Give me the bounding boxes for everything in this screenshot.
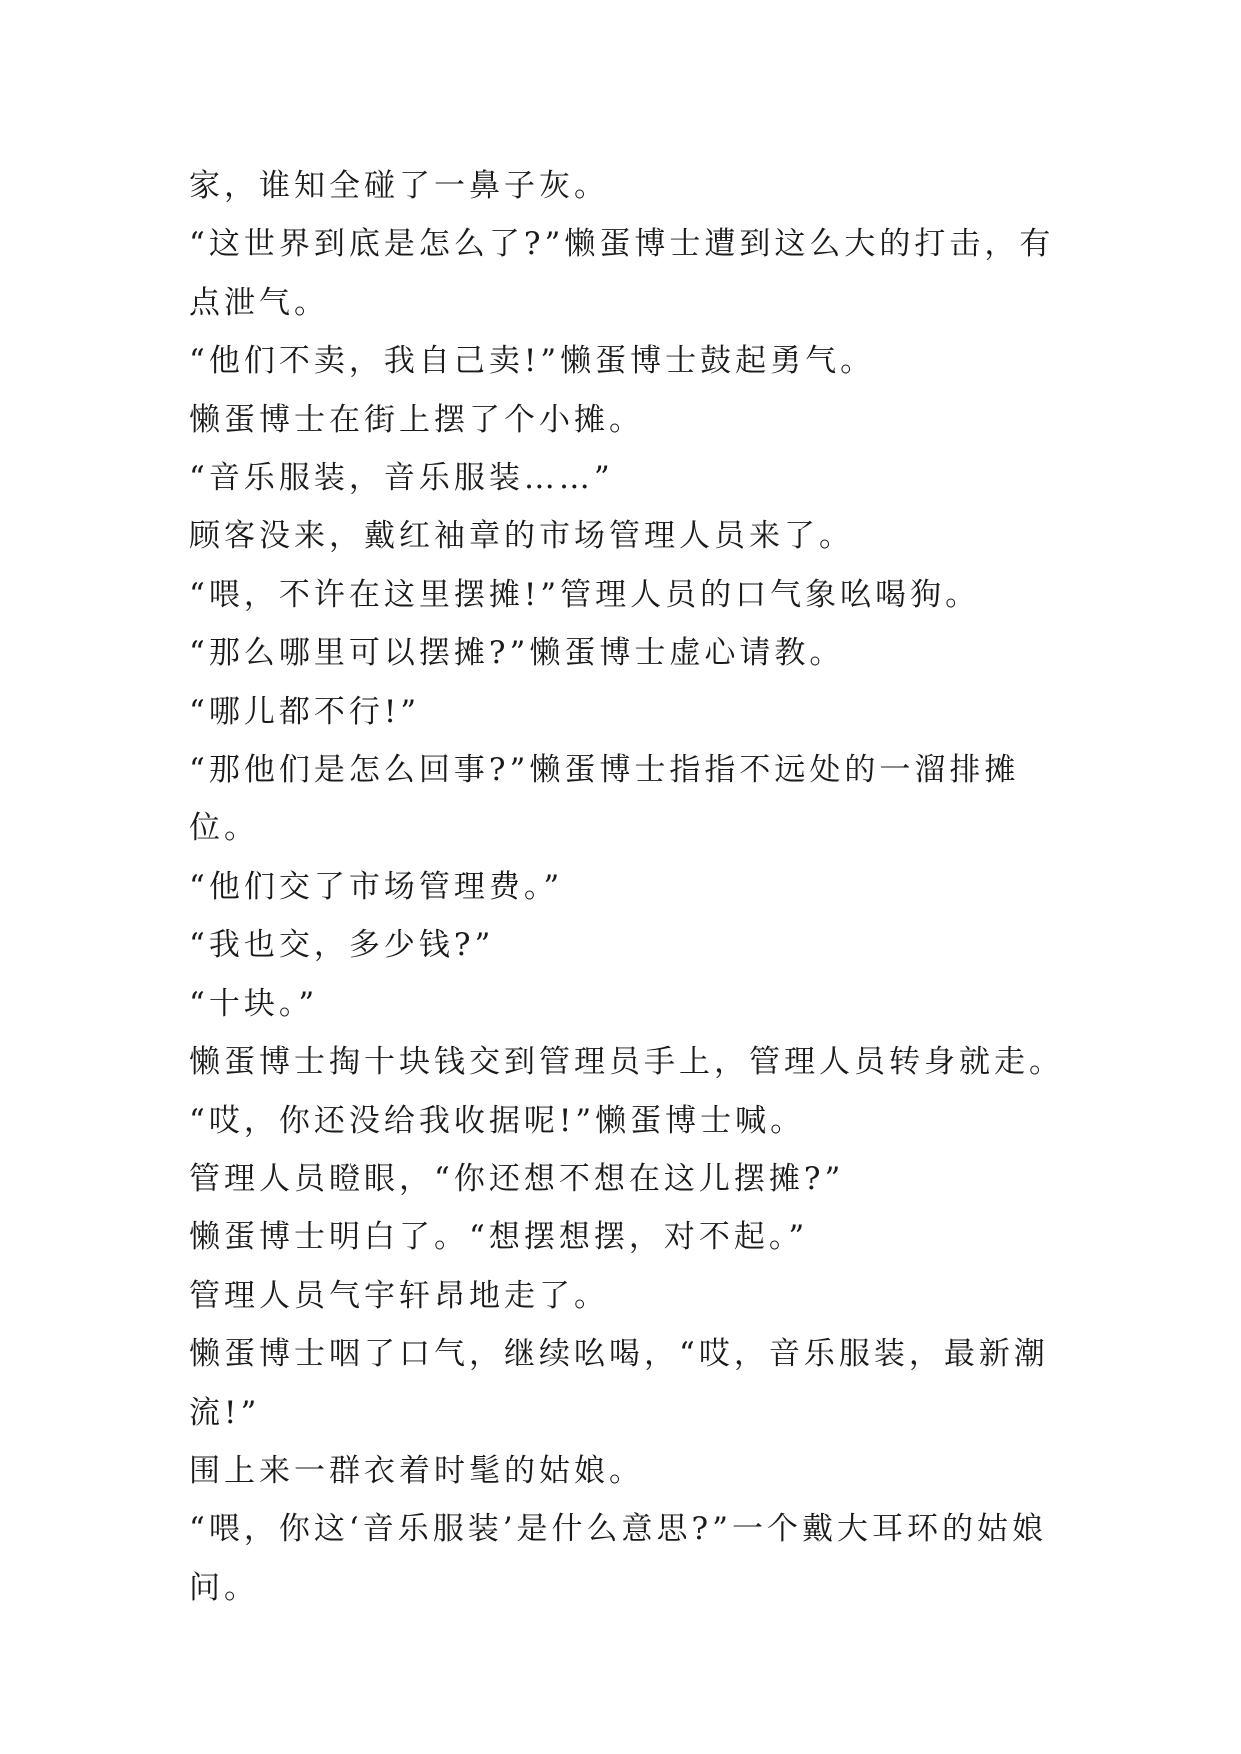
paragraph: 懒蛋博士咽了口气，继续吆喝，“哎，音乐服装，最新潮流!” [189, 1336, 1049, 1431]
paragraph: 家，谁知全碰了一鼻子灰。 [189, 168, 609, 204]
paragraph: “那他们是怎么回事?”懒蛋博士指指不远处的一溜排摊位。 [189, 752, 1020, 847]
paragraph: “哎，你还没给我收据呢!”懒蛋博士喊。 [189, 1102, 806, 1139]
paragraph: “他们交了市场管理费。” [189, 868, 564, 905]
paragraph: 管理人员气宇轩昂地走了。 [189, 1277, 609, 1314]
paragraph: “哪儿都不行!” [189, 693, 421, 730]
paragraph: 懒蛋博士明白了。“想摆想摆，对不起。” [189, 1219, 809, 1256]
paragraph: 懒蛋博士掏十块钱交到管理员手上，管理人员转身就走。 [189, 1044, 1064, 1081]
paragraph: “我也交，多少钱?” [189, 927, 495, 964]
paragraph: “喂，不许在这里摆摊!”管理人员的口气象吆喝狗。 [189, 576, 981, 613]
paragraph: 懒蛋博士在街上摆了个小摊。 [189, 401, 644, 438]
paragraph: “喂，你这‘音乐服装’是什么意思?”一个戴大耳环的姑娘问。 [189, 1511, 1048, 1606]
paragraph: “音乐服装，音乐服装……” [189, 460, 614, 497]
paragraph: 顾客没来，戴红袖章的市场管理人员来了。 [189, 518, 854, 555]
document-body [189, 157, 1069, 1617]
paragraph: “那么哪里可以摆摊?”懒蛋博士虚心请教。 [189, 635, 845, 672]
paragraph: “十块。” [189, 985, 319, 1022]
paragraph: “这世界到底是怎么了?”懒蛋博士遭到这么大的打击，有点泄气。 [189, 226, 1055, 321]
paragraph: “他们不卖，我自己卖!”懒蛋博士鼓起勇气。 [189, 343, 876, 380]
paragraph: 管理人员瞪眼，“你还想不想在这儿摆摊?” [189, 1160, 845, 1197]
paragraph: 围上来一群衣着时髦的姑娘。 [189, 1452, 644, 1489]
